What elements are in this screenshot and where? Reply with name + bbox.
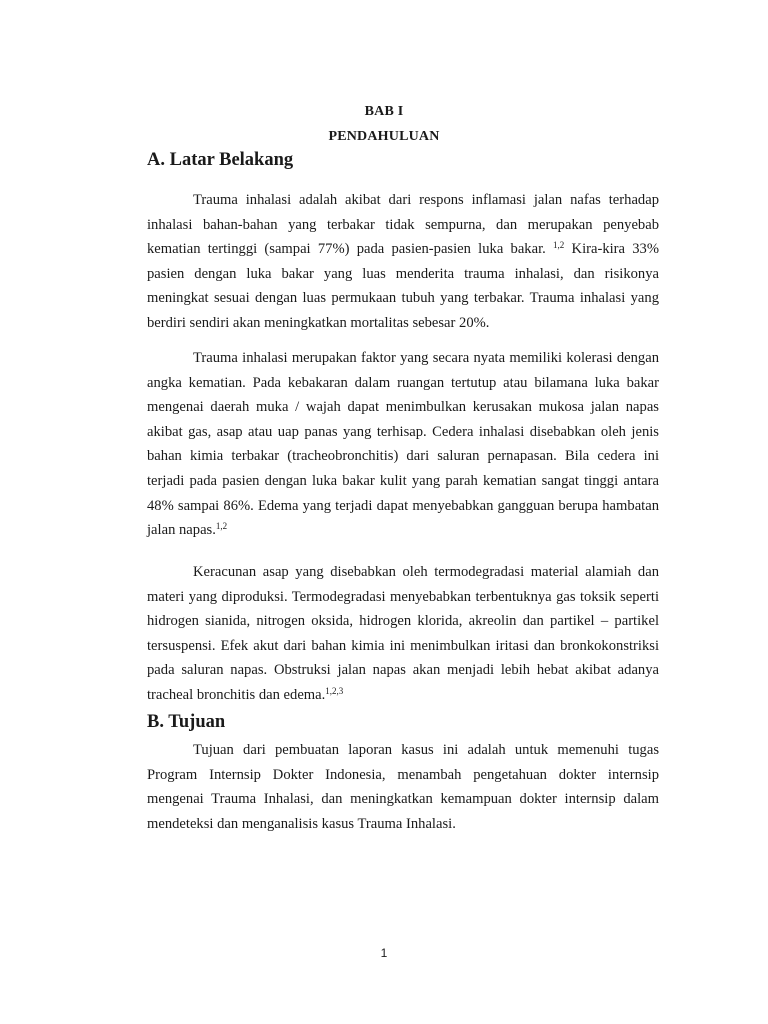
citation: 1,2 xyxy=(553,240,565,251)
section-a-paragraph-1 xyxy=(147,188,659,336)
chapter-title: PENDAHULUAN xyxy=(328,129,440,144)
section-a-heading: A. Latar Belakang xyxy=(147,150,294,170)
citation: 1,2 xyxy=(215,521,228,532)
chapter-label: BAB I xyxy=(364,104,404,119)
citation: 1,2,3 xyxy=(325,685,344,696)
section-a-paragraph-2 xyxy=(147,346,659,543)
paragraph-text: Trauma inhalasi merupakan faktor yang secara nyata memiliki kolerasi dengan angka kematian. Pada kebakaran dalam ruangan tertutup atau bilamana luka bakar mengenai daerah muka / wajah dapat menimbulkan kerusakan mukosa jalan napas akibat gas, asap atau uap panas yang terhisap. Cedera inhalasi disebabkan oleh jenis bahan kimia terbakar (tracheobronchitis) dari saluran pernapasan. Bila cedera ini terjadi pada pasien dengan luka bakar kulit yang parah kematian sangat tinggi antara 48% sampai 86%. Edema yang terjadi dapat menyebabkan gangguan berupa hambatan jalan napas. xyxy=(147,350,659,539)
paragraph-text: Kira-kira 33% pasien dengan luka bakar yang luas menderita trauma inhalasi, dan risikonya meningkat sesuai dengan luas permukaan tubuh yang terbakar. Trauma inhalasi yang berdiri sendiri akan meningkatkan mortalitas sebesar 20%. xyxy=(147,241,659,331)
paragraph-text: Trauma inhalasi adalah akibat dari respons inflamasi jalan nafas terhadap inhalasi bahan-bahan yang terbakar tidak sempurna, dan merupakan penyebab kematian tertinggi (sampai 77%) pada pasien-pasien luka bakar. xyxy=(147,192,659,258)
section-b-paragraph-1: Tujuan dari pembuatan laporan kasus ini adalah untuk memenuhi tugas Program Internsip Dokter Indonesia, menambah pengetahuan dokter internsip mengenai Trauma Inhalasi, dan meningkatkan kemampuan dokter internsip dalam mendeteksi dan menganalisis kasus Trauma Inhalasi. xyxy=(147,742,659,832)
page-number: 1 xyxy=(380,946,388,960)
paragraph-text: Keracunan asap yang disebabkan oleh termodegradasi material alamiah dan materi yang diproduksi. Termodegradasi menyebabkan terbentuknya gas toksik seperti hidrogen sianida, nitrogen oksida, hidrogen klorida, akreolin dan partikel – partikel tersuspensi. Efek akut dari bahan kimia ini menimbulkan iritasi dan bronkokonstriksi pada saluran napas. Obstruksi jalan napas akan menjadi lebih hebat akibat adanya tracheal bronchitis dan edema. xyxy=(147,564,659,703)
section-a-paragraph-3 xyxy=(147,560,659,708)
section-b-heading: B. Tujuan xyxy=(147,712,226,732)
